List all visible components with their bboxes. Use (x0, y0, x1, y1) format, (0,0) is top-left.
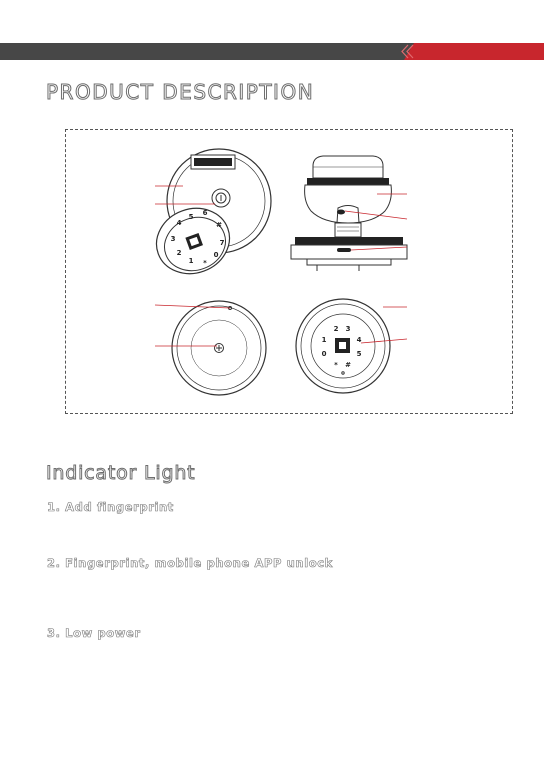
digit-label: 2 (333, 325, 339, 333)
lock-front-keypad-illustration (296, 299, 390, 393)
digit-label: 3 (170, 235, 176, 243)
indicator-item-low-power: 3. Low power (47, 626, 141, 640)
digit-label: * (203, 259, 207, 267)
lock-back-view-illustration (147, 149, 271, 284)
callout-line (351, 247, 407, 250)
digit-label: * (334, 361, 338, 369)
digit-label: 2 (176, 249, 182, 257)
product-description-heading: PRODUCT DESCRIPTION (46, 80, 315, 104)
digit-label: 1 (321, 336, 327, 344)
digit-label: 5 (356, 350, 362, 358)
callout-line (155, 305, 230, 308)
digit-label: 7 (219, 239, 225, 247)
digit-label: # (216, 221, 222, 229)
indicator-item-unlock: 2. Fingerprint, mobile phone APP unlock (47, 556, 333, 570)
product-diagram (65, 129, 513, 414)
digit-label: 3 (345, 325, 351, 333)
indicator-item-add-fingerprint: 1. Add fingerprint (47, 500, 174, 514)
digit-label: 6 (202, 209, 208, 217)
lock-rear-cover-illustration (172, 301, 266, 395)
digit-label: # (345, 361, 351, 369)
lock-side-view-illustration (291, 156, 407, 271)
digit-label: 4 (176, 219, 182, 227)
digit-label: 0 (321, 350, 327, 358)
callout-line (361, 339, 407, 343)
digit-label: 0 (213, 251, 219, 259)
digit-label: 1 (188, 257, 194, 265)
digit-label: 5 (188, 213, 194, 221)
indicator-light-heading: Indicator Light (46, 462, 196, 484)
digit-label: 4 (356, 336, 362, 344)
